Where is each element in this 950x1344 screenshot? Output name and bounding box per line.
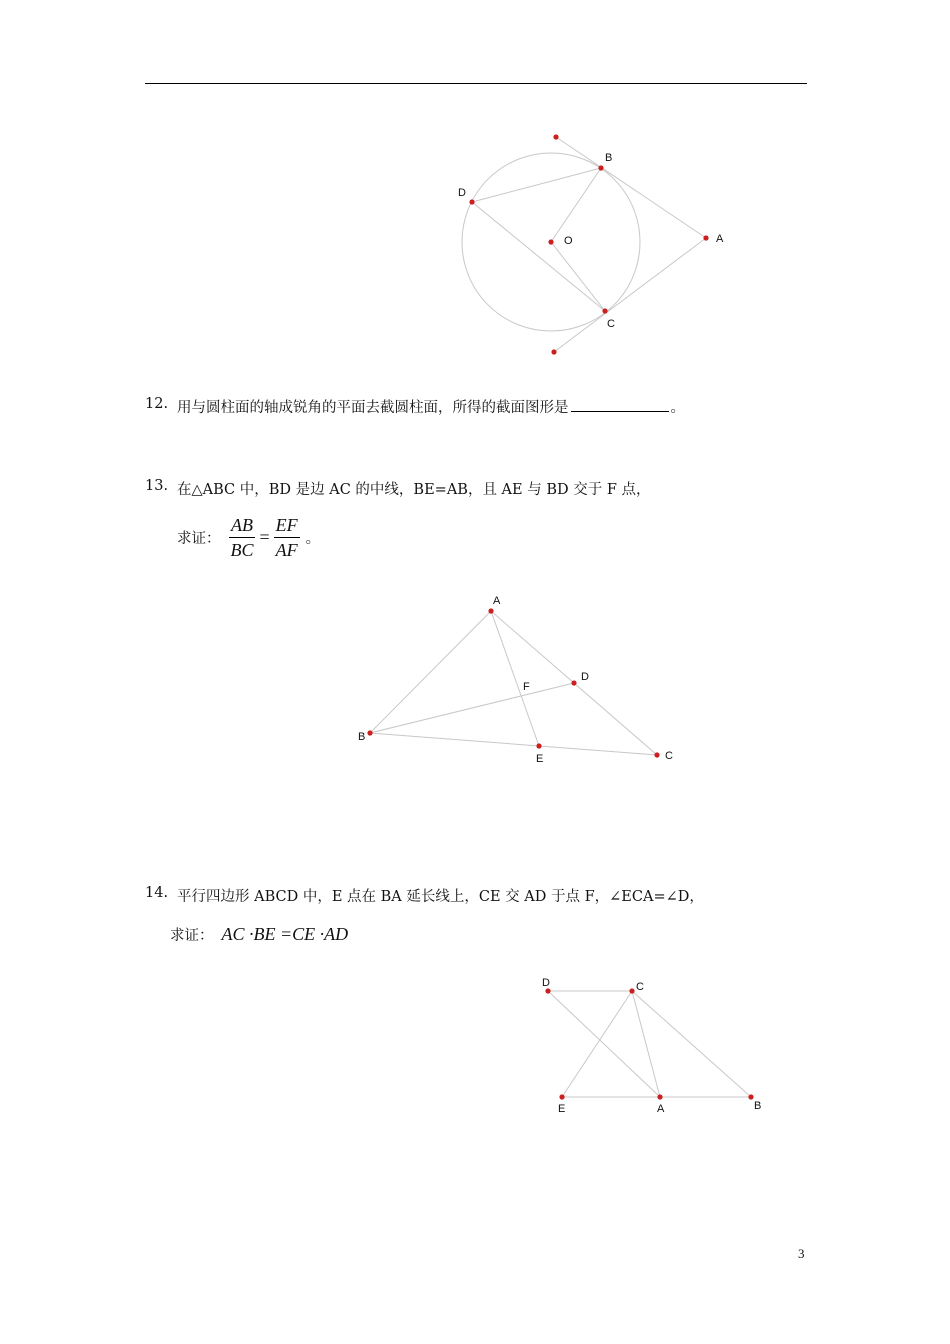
label-e: E [536,753,544,765]
q13-fraction-ab-bc [229,514,256,561]
segment-dc [472,202,605,311]
q13-frac1-denominator: BC [230,540,254,560]
point-b [598,165,603,170]
point-e [559,1094,564,1099]
tangent-line-b [556,137,706,238]
q13-number: 13. [145,478,169,494]
point-a [488,608,493,613]
point-a [703,235,708,240]
label-b: B [358,731,366,743]
q12-text-before: 用与圆柱面的轴成锐角的平面去截圆柱面，所得的截面图形是 [177,400,569,416]
point-e [536,743,541,748]
q13-frac2-denominator: AF [275,540,298,560]
tangent-line-c [554,238,706,352]
point-c [654,752,659,757]
q12-number: 12. [145,396,169,412]
segment-oc [551,242,605,311]
label-a: A [716,233,724,245]
label-e: E [558,1103,566,1115]
q13-frac2-numerator: EF [274,514,300,538]
point-d [571,680,576,685]
q14-prove-label: 求证： [170,928,214,944]
segment-ce [562,991,632,1097]
point-d [469,199,474,204]
label-d: D [581,671,589,683]
figure-triangle-median [350,590,690,770]
point-c [629,988,634,993]
label-d: D [458,187,466,199]
point-d [545,988,550,993]
segment-ab [370,611,491,733]
label-o: O [564,235,573,247]
point-a [657,1094,662,1099]
header-rule [145,83,807,84]
q12-answer-blank [571,397,669,412]
label-a: A [493,595,501,607]
segment-ca [632,991,660,1097]
q12-text-after: 。 [670,400,685,416]
q14-formula: AC ·BE =CE ·AD [221,924,349,944]
q14-number: 14. [145,885,169,901]
q13-end-mark: 。 [305,531,321,547]
point-tangent-end-top [553,134,558,139]
q12-text [177,396,685,417]
figure-parallelogram [535,970,770,1120]
q13-frac1-numerator: AB [229,514,255,538]
q13-statement: 在△ABC 中，BD 是边 AC 的中线，BE=AB，且 AE 与 BD 交于 F 点， [177,482,651,498]
q14-statement: 平行四边形 ABCD 中，E 点在 BA 延长线上，CE 交 AD 于点 F，∠ECA=∠D， [177,889,704,905]
label-d: D [542,977,550,989]
label-c: C [665,750,673,762]
q13-equals: = [259,527,270,547]
label-c: C [607,318,615,330]
label-f: F [523,681,530,693]
segment-bc [370,733,657,755]
point-c [602,308,607,313]
q13-prove [177,514,320,561]
segment-cb [632,991,751,1097]
segment-bd [370,683,574,733]
q13-prove-label: 求证： [177,531,221,547]
point-b [367,730,372,735]
point-o [548,239,553,244]
q14-prove [170,924,348,945]
label-a: A [657,1103,665,1115]
label-c: C [636,981,644,993]
segment-da [548,991,660,1097]
label-b: B [754,1100,762,1112]
page-number: 3 [798,1246,805,1261]
point-b [748,1094,753,1099]
q13-fraction-ef-af [274,514,300,561]
figure-circle-tangents [440,125,740,365]
point-tangent-end-bottom [551,349,556,354]
label-b: B [605,152,613,164]
